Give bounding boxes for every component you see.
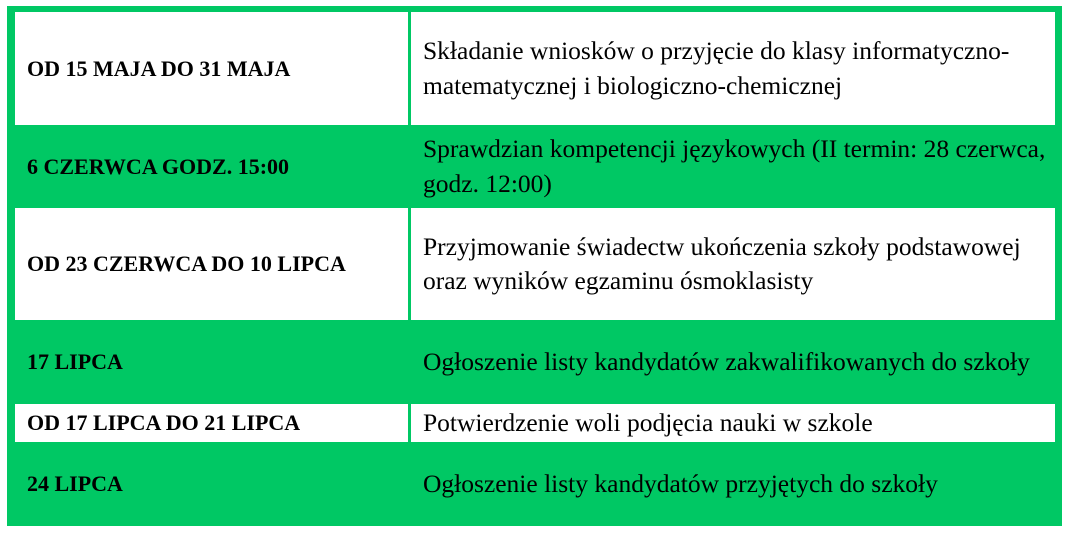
table-row [7,129,1062,204]
date-cell: 24 LIPCA [15,446,408,522]
table-row [7,12,1062,125]
schedule-table [7,6,1062,526]
date-cell: OD 15 MAJA DO 31 MAJA [15,12,408,125]
description-cell: Ogłoszenie listy kandydatów przyjętych do szkoły [411,446,1055,522]
date-cell: OD 17 LIPCA DO 21 LIPCA [15,404,408,442]
table-row [7,404,1062,442]
description-cell: Przyjmowanie świadectw ukończenia szkoły podstawowej oraz wyników egzaminu ósmoklasisty [411,208,1055,320]
description-cell: Potwierdzenie woli podjęcia nauki w szkole [411,404,1055,442]
description-cell: Składanie wniosków o przyjęcie do klasy informatyczno-matematycznej i biologiczno-chemicznej [411,12,1055,125]
date-cell: OD 23 CZERWCA DO 10 LIPCA [15,208,408,320]
description-cell: Ogłoszenie listy kandydatów zakwalifikowanych do szkoły [411,324,1055,400]
table-row [7,208,1062,320]
date-cell: 6 CZERWCA GODZ. 15:00 [15,129,408,204]
date-cell: 17 LIPCA [15,324,408,400]
table-row [7,446,1062,522]
table-row [7,324,1062,400]
description-cell: Sprawdzian kompetencji językowych (II termin: 28 czerwca, godz. 12:00) [411,129,1055,204]
